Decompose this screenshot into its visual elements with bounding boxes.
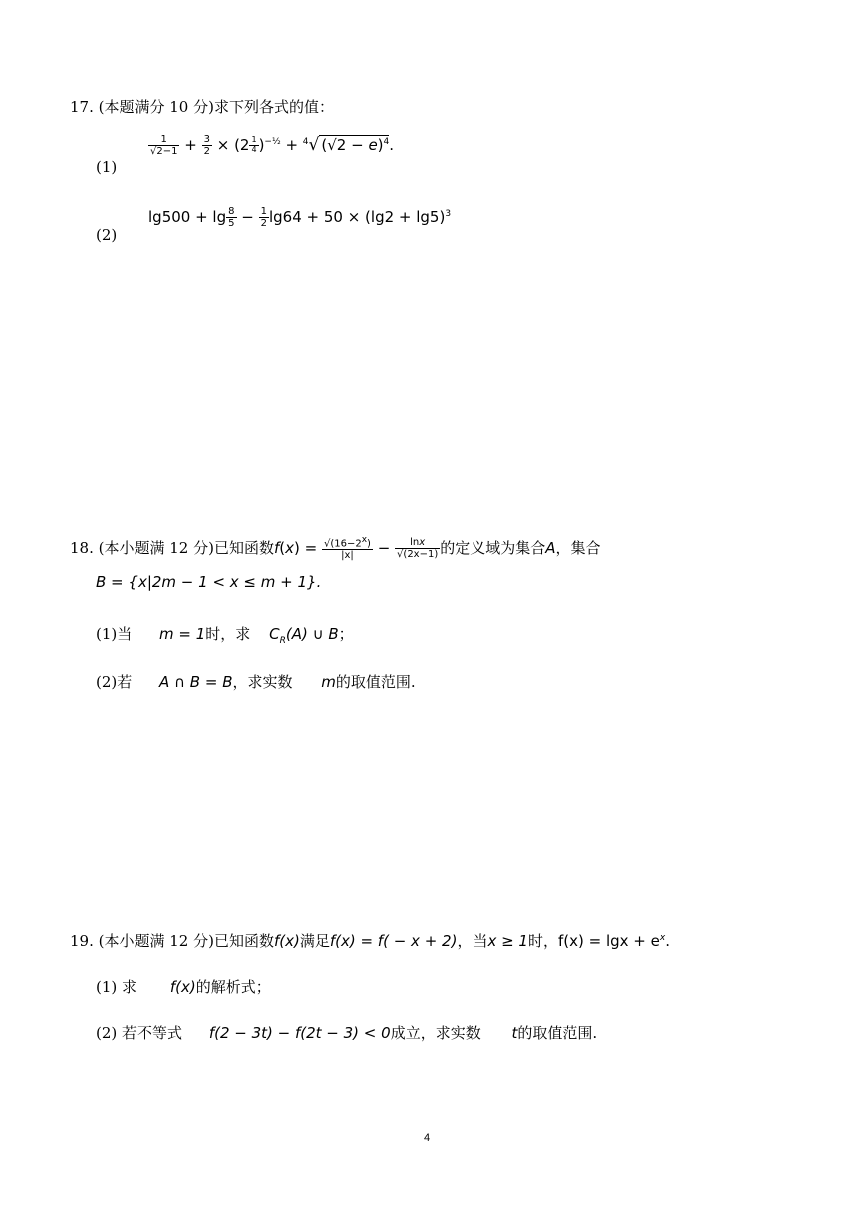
q17-part2-label: (2) xyxy=(96,226,118,244)
q18-part1-label: (1)当 xyxy=(96,625,133,643)
complement-rest: (A) ∪ B xyxy=(285,625,339,643)
complement-subscript: R xyxy=(279,636,286,646)
q19-part2-variable: t xyxy=(511,1024,518,1042)
q19-part1-label: (1) 求 xyxy=(96,978,138,996)
q19-relation: f(x) = f( − x + 2) xyxy=(329,932,458,950)
q19-part2-text: 成立，求实数 xyxy=(390,1024,481,1042)
q17-header: 17. (本题满分 10 分)求下列各式的值： xyxy=(70,98,334,116)
q17-part1-expression: $\frac{1}{√2-1}$ + $\frac{3}{2}$ × (2 $\frac{1}{4}$ )$^{-\frac{1}{2}}$ + $^4$√ $(√2 - e)^4$. xyxy=(150,134,395,157)
fraction: $\frac{3}{2}$ xyxy=(203,134,210,157)
q19-function: f(x) xyxy=(273,932,300,950)
q18-part1 xyxy=(96,627,354,646)
q18-part2 xyxy=(96,675,416,690)
q19-header xyxy=(70,934,670,949)
q19-part1-function: f(x) xyxy=(169,978,196,996)
q19-part1-end: 的解析式； xyxy=(195,978,271,996)
q19-header-text-4: 时， xyxy=(527,932,558,950)
q19-definition-body: f(x) = lgx + e xyxy=(558,932,660,950)
set-a: A xyxy=(545,539,556,558)
q18-header-text: 18. (本小题满 12 分)已知函数 xyxy=(70,539,274,558)
q18-part2-label: (2)若 xyxy=(96,673,133,691)
q19-definition-exponent: x xyxy=(659,933,666,943)
q18-header-text-3: ，集合 xyxy=(555,539,601,558)
complement-symbol: C xyxy=(269,625,280,643)
set-b-expression: B = {x|2m − 1 < x ≤ m + 1} xyxy=(96,573,317,591)
q19-part2-end: 的取值范围. xyxy=(517,1024,598,1042)
q18-header xyxy=(70,536,601,561)
q18-part1-target xyxy=(269,625,339,646)
q17-part1-label: (1) xyxy=(96,158,118,176)
q19-definition xyxy=(558,932,665,950)
period: . xyxy=(389,136,395,154)
q19-part1 xyxy=(96,980,271,995)
q19-part2 xyxy=(96,1026,597,1041)
q19-part2-label: (2) 若不等式 xyxy=(96,1024,183,1042)
q18-part2-variable: m xyxy=(321,673,336,691)
q18-part2-condition: A ∩ B = B xyxy=(159,673,233,691)
q18-set-b xyxy=(96,575,321,590)
q19-header-text-2: 满足 xyxy=(299,932,330,950)
q19-header-text: 19. (本小题满 12 分)已知函数 xyxy=(70,932,274,950)
semicolon: ； xyxy=(338,625,354,643)
q18-header-text-2: 的定义域为集合 xyxy=(440,539,546,558)
q19-header-text-3: ，当 xyxy=(457,932,488,950)
q17-part2-expression: lg500 + lg $\frac{8}{5}$ − $\frac{1}{2}$ $\lg 64 + 50 \times (\lg 2 + \lg 5)^3$ xyxy=(148,206,452,229)
period: . xyxy=(665,932,670,950)
q19-condition: x ≥ 1 xyxy=(487,932,528,950)
q19-part2-inequality: f(2 − 3t) − f(2t − 3) < 0 xyxy=(208,1024,391,1042)
page-number: 4 xyxy=(424,1132,431,1144)
period: . xyxy=(316,573,322,591)
q18-part1-text: 时，求 xyxy=(205,625,251,643)
fraction: $\frac{1}{√2-1}$ xyxy=(150,134,178,157)
q18-part2-text: ，求实数 xyxy=(232,673,293,691)
q18-function-expression: f(x) = $\frac{√(16-2^x)}{|x|}$ − $\frac{\ln x}{√(2x-1)}$ xyxy=(273,535,439,562)
q18-part2-end: 的取值范围. xyxy=(335,673,416,691)
q18-part1-condition: m = 1 xyxy=(159,625,206,643)
